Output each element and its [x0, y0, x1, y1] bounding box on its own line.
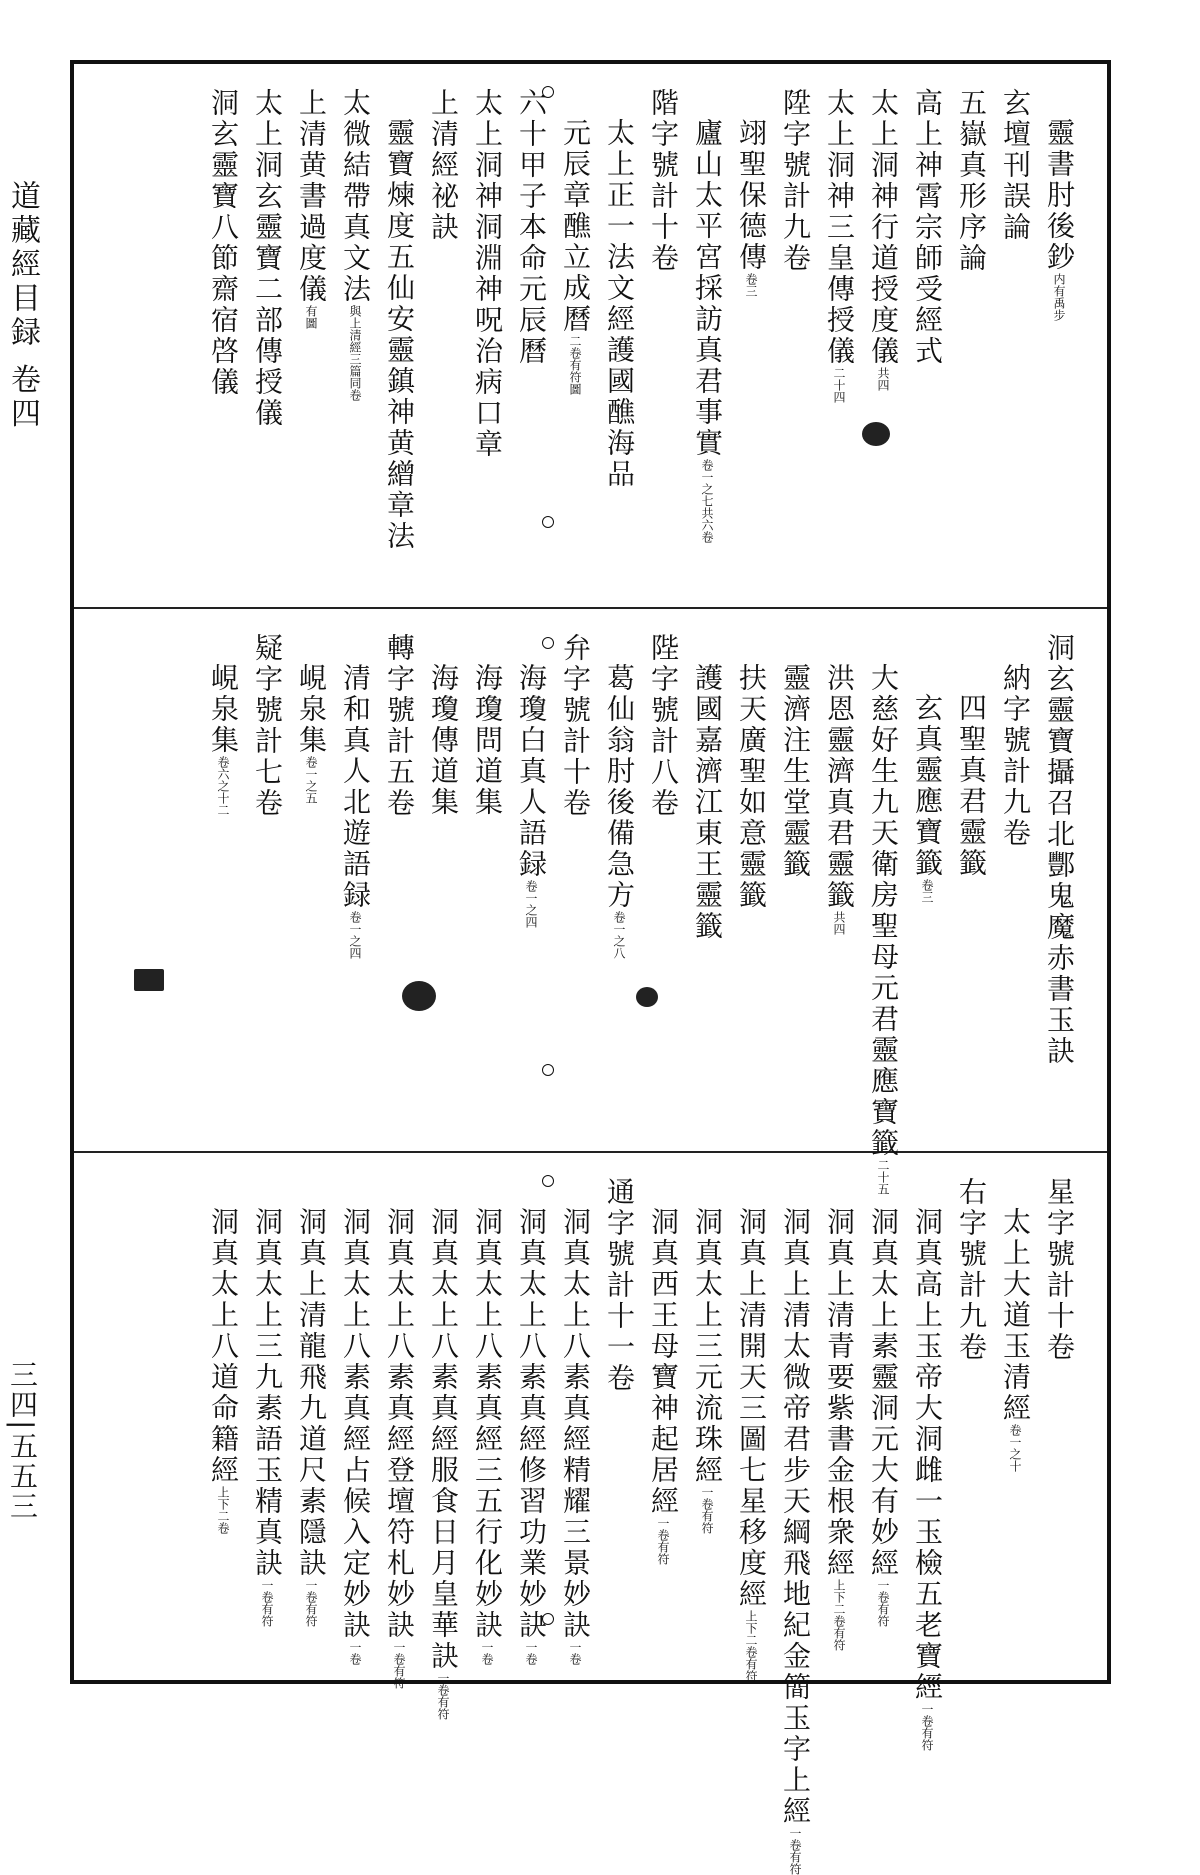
entry-note: 上下二卷有符: [832, 1579, 846, 1651]
entry-title: 轉字號計五卷: [383, 633, 416, 819]
text-column: [509, 633, 553, 1131]
text-column: [817, 633, 861, 1131]
column-group: [94, 1177, 1081, 1875]
entry-note: 卷一之七共六卷: [700, 459, 714, 543]
entry-title: 太微結帶真文法: [339, 88, 372, 305]
registration-circle: [542, 1613, 554, 1625]
entry-title: 弁字號計十卷: [559, 633, 592, 819]
text-column: [773, 1177, 817, 1875]
text-column: [949, 88, 993, 587]
entry-note: 二卷有符圖: [568, 335, 582, 395]
entry-title: 五嶽真形序論: [955, 88, 988, 274]
entry-note: 一卷有符: [304, 1579, 318, 1627]
entry-note: 二十五: [876, 1159, 890, 1195]
entry-title: 洞真太上八素真經精耀三景妙訣: [559, 1207, 592, 1641]
entry-title: 洞真太上八素真經修習功業妙訣: [515, 1207, 548, 1641]
entry-title: 海瓊問道集: [471, 663, 504, 818]
text-column: [289, 88, 333, 587]
text-column: [201, 88, 245, 587]
entry-note: 卷一之五: [304, 756, 318, 804]
entry-title: 洞真太上八素真經服食日月皇華訣: [427, 1207, 460, 1672]
text-column: [245, 1177, 289, 1664]
entry-title: 太上洞神行道授度儀: [867, 88, 900, 367]
entry-note: 上下二卷: [216, 1486, 230, 1534]
entry-note: 一卷有符: [260, 1579, 274, 1627]
text-column: [465, 1177, 509, 1664]
entry-note: 一卷: [524, 1641, 538, 1665]
entry-title: 護國嘉濟江東王靈籤: [691, 663, 724, 942]
column-group: [94, 88, 1081, 587]
text-column: [817, 88, 861, 587]
text-column: [377, 1177, 421, 1689]
entry-title: 疑字號計七卷: [251, 633, 284, 819]
text-column: [993, 88, 1037, 587]
entry-title: 清和真人北遊語録: [339, 663, 372, 911]
entry-note: 卷一之四: [348, 911, 362, 959]
entry-title: 元辰章醮立成曆: [559, 118, 592, 335]
text-column: [377, 633, 421, 1131]
entry-title: 洞真太上八道命籍經: [207, 1207, 240, 1486]
entry-title: 納字號計九卷: [999, 663, 1032, 849]
entry-title: 洞真西王母寶神起居經: [647, 1207, 680, 1517]
text-column: [993, 1177, 1037, 1664]
text-column: [553, 633, 597, 1131]
entry-title: 海瓊傳道集: [427, 663, 460, 818]
text-column: [729, 633, 773, 1131]
text-column: [245, 88, 289, 587]
text-column: [773, 88, 817, 587]
text-column: [465, 633, 509, 1131]
entry-note: 卷一之十: [1008, 1424, 1022, 1472]
text-column: [377, 88, 421, 587]
text-column: [245, 633, 289, 1131]
entry-title: 海瓊白真人語録: [515, 663, 548, 880]
text-column: [817, 1177, 861, 1664]
text-column: [641, 88, 685, 587]
entry-note: 上下二卷有符: [744, 1610, 758, 1682]
text-column: [509, 88, 553, 587]
column-group: [94, 633, 1081, 1195]
register-middle: [74, 609, 1107, 1195]
margin-book-title: 道藏經目録 卷四: [5, 180, 40, 432]
entry-note: 一卷有符: [876, 1579, 890, 1627]
text-column: [641, 1177, 685, 1664]
text-column: [597, 1177, 641, 1664]
entry-note: 二十四: [832, 367, 846, 403]
entry-note: 共四: [876, 367, 890, 391]
registration-circle: [542, 86, 554, 98]
entry-title: 洪恩靈濟真君靈籤: [823, 663, 856, 911]
text-column: [685, 633, 729, 1131]
entry-note: 一卷: [568, 1641, 582, 1665]
entry-title: 通字號計十一卷: [603, 1177, 636, 1394]
entry-title: 太上大道玉清經: [999, 1207, 1032, 1424]
entry-title: 峴泉集: [295, 663, 328, 756]
text-column: [421, 633, 465, 1131]
entry-title: 洞真上清開天三圖七星移度經: [735, 1207, 768, 1610]
registration-circle: [542, 1175, 554, 1187]
margin-page-number: 三四|五五三: [6, 1360, 39, 1522]
entry-note: 一卷有符: [656, 1517, 670, 1565]
entry-title: 太上洞神三皇傳授儀: [823, 88, 856, 367]
entry-title: 大慈好生九天衛房聖母元君靈應寶籤: [867, 663, 900, 1159]
entry-note: 卷三: [744, 273, 758, 297]
entry-title: 峴泉集: [207, 663, 240, 756]
entry-title: 洞真太上三九素語玉精真訣: [251, 1207, 284, 1579]
entry-note: 共四: [832, 911, 846, 935]
entry-title: 洞真上清青要紫書金根衆經: [823, 1207, 856, 1579]
register-top: [74, 64, 1107, 609]
entry-title: 洞真太上八素真經三五行化妙訣: [471, 1207, 504, 1641]
entry-title: 洞真太上素靈洞元大有妙經: [867, 1207, 900, 1579]
text-column: [685, 1177, 729, 1664]
text-column: [289, 1177, 333, 1664]
entry-title: 靈書肘後鈔: [1043, 118, 1076, 273]
entry-title: 六十甲子本命元辰曆: [515, 88, 548, 367]
text-column: [685, 88, 729, 587]
entry-title: 高上神霄宗師受經式: [911, 88, 944, 367]
entry-note: 一卷有符: [436, 1672, 450, 1720]
registration-circle: [542, 1064, 554, 1076]
entry-title: 太上洞玄靈寶二部傳授儀: [251, 88, 284, 429]
text-column: [201, 1177, 245, 1664]
entry-title: 靈濟注生堂靈籤: [779, 663, 812, 880]
text-column: [465, 88, 509, 587]
text-column: [1037, 633, 1081, 1131]
entry-note: 卷一之八: [612, 911, 626, 959]
entry-title: 右字號計九卷: [955, 1177, 988, 1363]
entry-title: 玄真靈應寶籤: [911, 693, 944, 879]
text-column: [949, 1177, 993, 1664]
entry-title: 廬山太平宮採訪真君事實: [691, 118, 724, 459]
text-column: [905, 1177, 949, 1751]
entry-note: 内有禹步: [1052, 273, 1066, 321]
seal-mark: [402, 981, 436, 1011]
entry-title: 太上洞神洞淵神呪治病口章: [471, 88, 504, 460]
seal-mark: [862, 422, 890, 446]
page-frame: [70, 60, 1111, 1875]
text-column: [641, 633, 685, 1131]
entry-note: 卷三: [920, 879, 934, 903]
entry-note: 一卷有符: [700, 1486, 714, 1534]
entry-note: 一卷: [480, 1641, 494, 1665]
text-column: [949, 633, 993, 1131]
registration-circle: [542, 637, 554, 649]
text-column: [333, 1177, 377, 1664]
registration-circle: [542, 516, 554, 528]
entry-note: 一卷: [348, 1641, 362, 1665]
entry-note: 一卷有符: [392, 1641, 406, 1689]
entry-title: 陛字號計八卷: [647, 633, 680, 819]
text-column: [553, 1177, 597, 1664]
text-column: [597, 88, 641, 587]
entry-title: 洞真上清龍飛九道尺素隱訣: [295, 1207, 328, 1579]
entry-title: 上清黄書過度儀: [295, 88, 328, 305]
entry-note: 與上清經三篇同卷: [348, 305, 362, 401]
entry-title: 洞真上清太微帝君步天綱飛地紀金簡玉字上經: [779, 1207, 812, 1827]
text-column: [553, 88, 597, 587]
text-column: [861, 88, 905, 587]
entry-note: 卷一之四: [524, 880, 538, 928]
entry-title: 陞字號計九卷: [779, 88, 812, 274]
entry-title: 洞玄靈寶八節齋宿啓儀: [207, 88, 240, 398]
entry-title: 洞真太上八素真經占候入定妙訣: [339, 1207, 372, 1641]
seal-mark: [636, 987, 658, 1007]
entry-note: 有圖: [304, 305, 318, 329]
text-column: [201, 633, 245, 1131]
entry-title: 太上正一法文經護國醮海品: [603, 118, 636, 490]
text-column: [421, 88, 465, 587]
entry-title: 洞真太上八素真經登壇符札妙訣: [383, 1207, 416, 1641]
text-column: [729, 1177, 773, 1682]
text-column: [1037, 1177, 1081, 1664]
text-column: [509, 1177, 553, 1664]
entry-note: 卷六之十二: [216, 756, 230, 816]
entry-note: 一卷有符: [788, 1827, 802, 1875]
entry-title: 四聖真君靈籤: [955, 693, 988, 879]
text-column: [905, 88, 949, 587]
text-column: [333, 88, 377, 587]
entry-title: 上清經祕訣: [427, 88, 460, 243]
seal-mark: [134, 969, 164, 991]
text-column: [993, 633, 1037, 1131]
text-column: [905, 633, 949, 1131]
entry-title: 玄壇刊誤論: [999, 88, 1032, 243]
entry-title: 葛仙翁肘後備急方: [603, 663, 636, 911]
text-column: [1037, 88, 1081, 587]
entry-title: 洞真太上三元流珠經: [691, 1207, 724, 1486]
entry-title: 星字號計十卷: [1043, 1177, 1076, 1363]
text-column: [597, 633, 641, 1131]
text-column: [333, 633, 377, 1131]
entry-title: 洞真高上玉帝大洞雌一玉檢五老寶經: [911, 1207, 944, 1703]
text-column: [729, 88, 773, 587]
text-column: [861, 633, 905, 1195]
entry-title: 翊聖保德傳: [735, 118, 768, 273]
entry-note: 一卷有符: [920, 1703, 934, 1751]
entry-title: 扶天廣聖如意靈籤: [735, 663, 768, 911]
text-column: [289, 633, 333, 1131]
register-bottom: [74, 1153, 1107, 1875]
text-column: [421, 1177, 465, 1720]
entry-title: 靈寶煉度五仙安靈鎮神黄繒章法: [383, 118, 416, 552]
text-column: [773, 633, 817, 1131]
entry-title: 階字號計十卷: [647, 88, 680, 274]
text-column: [861, 1177, 905, 1664]
entry-title: 洞玄靈寶攝召北酆鬼魔赤書玉訣: [1043, 633, 1076, 1067]
